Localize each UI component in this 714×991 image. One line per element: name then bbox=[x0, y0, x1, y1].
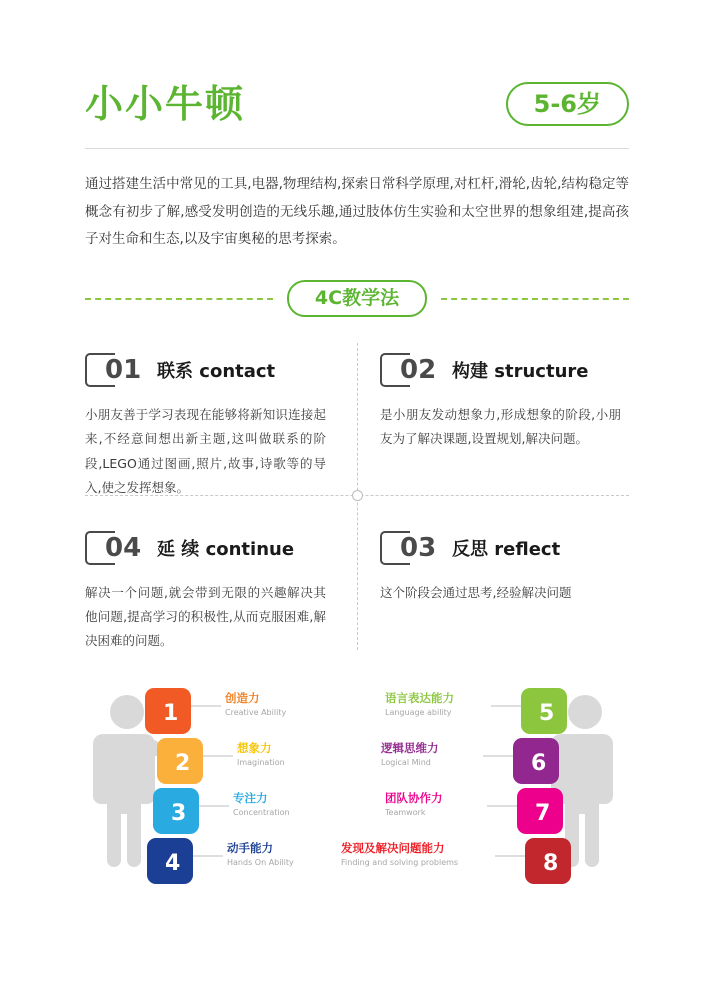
method-body: 这个阶段会通过思考,经验解决问题 bbox=[380, 584, 572, 600]
svg-text:4: 4 bbox=[165, 850, 181, 876]
method-card-04-head bbox=[85, 525, 326, 571]
left-brick-3 bbox=[153, 788, 229, 834]
method-title-cn: 联系 bbox=[157, 361, 193, 383]
banner-label: 4C教学法 bbox=[287, 280, 427, 317]
method-number: 02 bbox=[400, 355, 437, 386]
banner-dash-left bbox=[85, 298, 273, 300]
page-header bbox=[85, 0, 629, 126]
left-label-4 bbox=[227, 841, 294, 867]
left-label-3 bbox=[233, 791, 290, 817]
left-label-3-en: Concentration bbox=[233, 807, 290, 817]
right-label-6-cn: 逻辑思维力 bbox=[381, 740, 439, 755]
svg-text:5: 5 bbox=[539, 700, 555, 726]
page-title: 小小牛顿 bbox=[85, 82, 246, 126]
method-card-03-head bbox=[380, 525, 621, 571]
intro-paragraph: 通过搭建生活中常见的工具,电器,物理结构,探索日常科学原理,对杠杆,滑轮,齿轮,结构稳定等概念有初步了解,感受发明创造的无线乐趣,通过肢体仿生实验和太空世界的想象组建,提高孩子对生命和生态,以及宇宙奥秘的思考探索。 bbox=[85, 176, 629, 248]
right-label-5-cn: 语言表达能力 bbox=[385, 690, 454, 705]
skills-illustration bbox=[85, 678, 629, 938]
left-label-2-en: Imagination bbox=[237, 757, 285, 767]
right-label-6 bbox=[380, 741, 439, 767]
method-title-cn: 反思 bbox=[452, 538, 488, 560]
method-title bbox=[157, 357, 275, 383]
method-title bbox=[157, 535, 294, 561]
svg-text:1: 1 bbox=[163, 700, 179, 726]
number-bracket-icon bbox=[85, 531, 142, 565]
method-card-02 bbox=[380, 347, 629, 501]
left-brick-2 bbox=[157, 738, 233, 784]
method-title bbox=[452, 357, 588, 383]
method-card-01-head bbox=[85, 347, 326, 393]
number-bracket-icon bbox=[380, 531, 437, 565]
right-brick-5 bbox=[491, 688, 567, 734]
method-card-04 bbox=[85, 525, 334, 654]
left-label-1 bbox=[224, 691, 286, 717]
method-card-03 bbox=[380, 525, 629, 654]
method-banner bbox=[85, 280, 629, 317]
right-label-5-en: Language ability bbox=[385, 707, 452, 717]
method-title bbox=[452, 535, 560, 561]
svg-text:6: 6 bbox=[531, 750, 547, 776]
svg-text:3: 3 bbox=[171, 800, 187, 826]
left-label-1-cn: 创造力 bbox=[225, 690, 260, 705]
left-label-2 bbox=[237, 741, 285, 767]
method-card-02-head bbox=[380, 347, 621, 393]
right-label-7 bbox=[384, 791, 443, 817]
method-title-cn: 构建 bbox=[452, 361, 488, 383]
right-label-7-cn: 团队协作力 bbox=[385, 790, 443, 805]
left-label-4-cn: 动手能力 bbox=[227, 840, 273, 855]
age-badge: 5-6岁 bbox=[506, 82, 629, 126]
left-label-1-en: Creative Ability bbox=[225, 707, 287, 717]
banner-dash-right bbox=[441, 298, 629, 300]
method-body: 是小朋友发动想象力,形成想象的阶段,小朋友为了解决课题,设置规划,解决问题。 bbox=[380, 407, 621, 447]
grid-center-dot bbox=[352, 490, 363, 501]
left-label-3-cn: 专注力 bbox=[233, 790, 268, 805]
right-label-5 bbox=[385, 691, 454, 717]
svg-text:2: 2 bbox=[175, 750, 191, 776]
method-number: 03 bbox=[400, 532, 437, 563]
right-label-8-cn: 发现及解决问题能力 bbox=[341, 840, 445, 855]
svg-text:7: 7 bbox=[535, 800, 551, 826]
method-title-en: structure bbox=[494, 361, 589, 383]
right-label-7-en: Teamwork bbox=[385, 807, 426, 817]
right-brick-8 bbox=[495, 838, 571, 884]
method-body: 小朋友善于学习表现在能够将新知识连接起来,不经意间想出新主题,这叫做联系的阶段,LEGO通过图画,照片,故事,诗歌等的导入,使之发挥想象。 bbox=[85, 407, 326, 496]
header-divider bbox=[85, 148, 629, 149]
method-number: 04 bbox=[105, 532, 142, 563]
method-card-01 bbox=[85, 347, 334, 501]
method-title-en: reflect bbox=[494, 538, 561, 560]
method-body: 解决一个问题,就会带到无限的兴趣解决其他问题,提高学习的积极性,从而克服困难,解决困难的问题。 bbox=[85, 584, 326, 649]
number-bracket-icon bbox=[85, 353, 142, 387]
method-title-en: continue bbox=[205, 538, 295, 560]
number-bracket-icon bbox=[380, 353, 437, 387]
svg-text:8: 8 bbox=[543, 850, 559, 876]
right-label-8 bbox=[340, 841, 458, 867]
method-title-cn: 延 续 bbox=[157, 538, 200, 560]
right-brick-7 bbox=[487, 788, 563, 834]
method-title-en: contact bbox=[199, 361, 276, 383]
left-brick-4 bbox=[147, 838, 223, 884]
left-label-4-en: Hands On Ability bbox=[227, 857, 294, 867]
right-label-6-en: Logical Mind bbox=[381, 757, 431, 767]
right-brick-6 bbox=[483, 738, 559, 784]
method-grid bbox=[85, 347, 629, 654]
left-label-2-cn: 想象力 bbox=[237, 740, 272, 755]
right-label-8-en: Finding and solving problems bbox=[341, 857, 459, 867]
method-number: 01 bbox=[105, 355, 142, 386]
left-brick-1 bbox=[145, 688, 221, 734]
